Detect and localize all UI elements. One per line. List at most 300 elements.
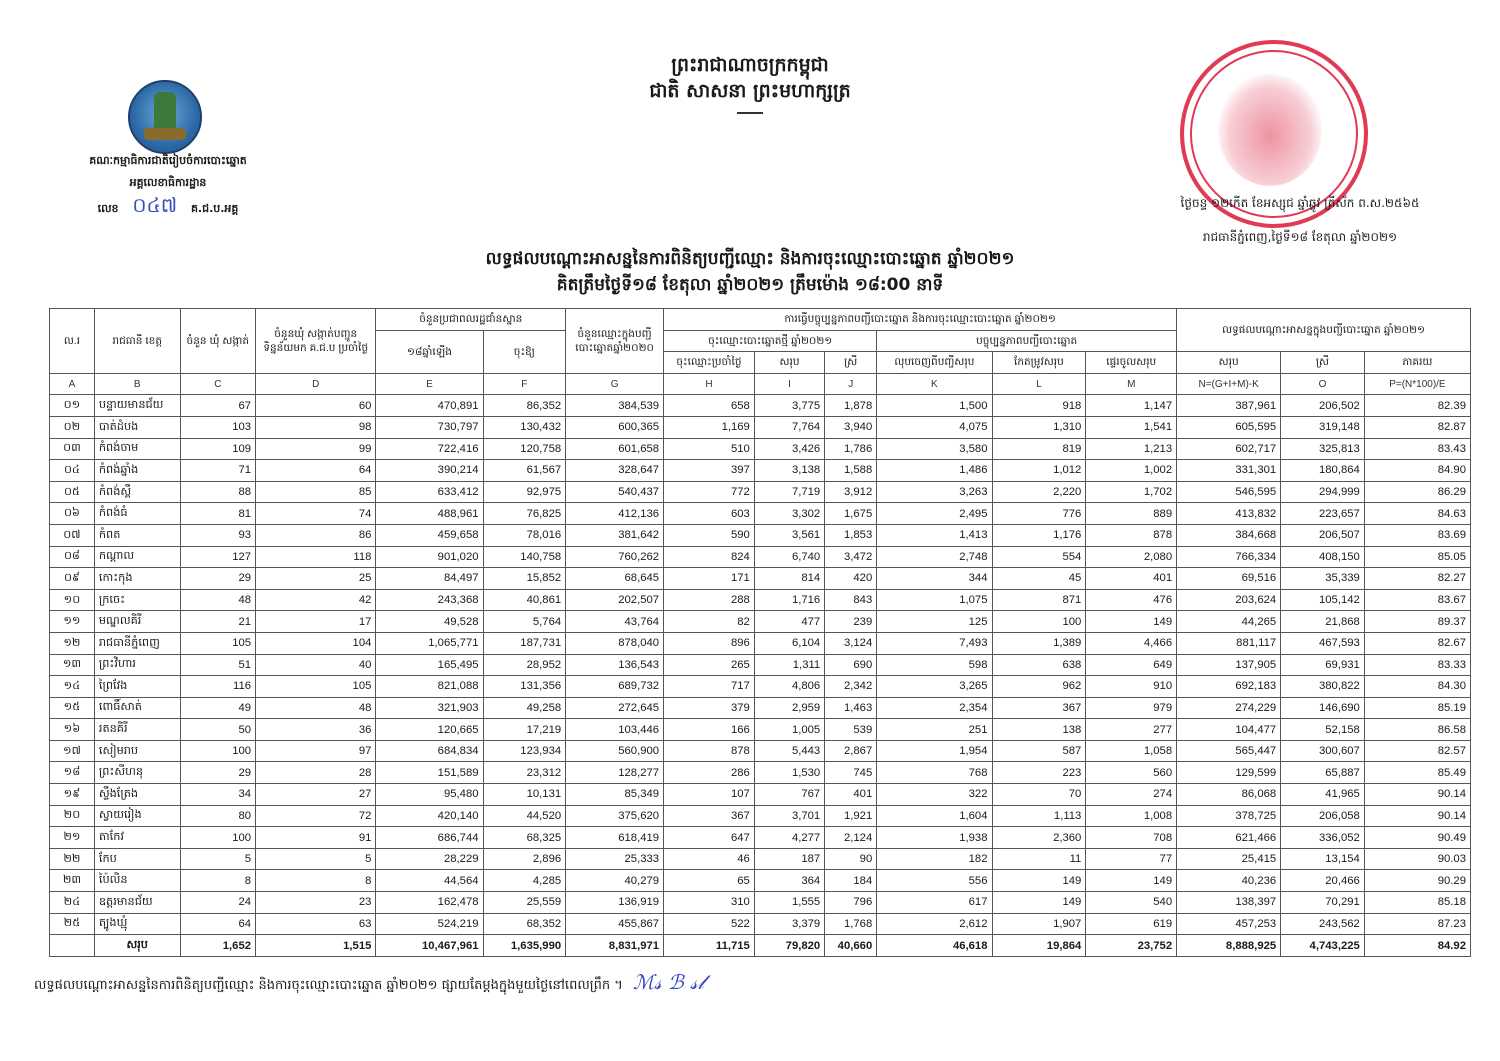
- table-cell: 67: [180, 395, 255, 417]
- table-cell: កំពង់ធំ: [94, 503, 180, 525]
- table-cell: 619: [1086, 913, 1177, 935]
- table-cell: 2,080: [1086, 546, 1177, 568]
- table-cell: 41,965: [1281, 784, 1365, 806]
- table-cell: 1,878: [825, 395, 877, 417]
- table-cell: 1,310: [992, 416, 1086, 438]
- table-cell: 40,660: [825, 935, 877, 957]
- table-cell: 40,861: [483, 589, 566, 611]
- table-cell: 23,752: [1086, 935, 1177, 957]
- table-cell: 730,797: [376, 416, 483, 438]
- table-cell: 138: [992, 719, 1086, 741]
- table-cell: G: [566, 373, 664, 395]
- table-cell: 129,599: [1177, 762, 1281, 784]
- table-cell: C: [180, 373, 255, 395]
- table-cell: កំពត: [94, 524, 180, 546]
- table-cell: 2,342: [825, 676, 877, 698]
- table-cell: មណ្ឌលគិរី: [94, 611, 180, 633]
- table-cell: 83.43: [1364, 438, 1470, 460]
- table-row: [50, 827, 1471, 849]
- table-cell: 745: [825, 762, 877, 784]
- table-cell: 321,903: [376, 697, 483, 719]
- table-cell: 165,495: [376, 654, 483, 676]
- table-cell: 82.67: [1364, 632, 1470, 654]
- table-cell: 20,466: [1281, 870, 1365, 892]
- table-cell: 381,642: [566, 524, 664, 546]
- table-cell: 85,349: [566, 784, 664, 806]
- table-cell: 182: [877, 848, 992, 870]
- table-cell: 100: [180, 740, 255, 762]
- table-cell: 766,334: [1177, 546, 1281, 568]
- header-pop-female: ចុះឱ្យ: [483, 330, 566, 373]
- table-cell: 187,731: [483, 632, 566, 654]
- nec-emblem-icon: [128, 80, 202, 154]
- table-cell: ០៧: [50, 524, 95, 546]
- table-cell: 44,564: [376, 870, 483, 892]
- table-cell: 85.18: [1364, 892, 1470, 914]
- table-cell: 546,595: [1177, 481, 1281, 503]
- table-cell: 824: [664, 546, 755, 568]
- table-cell: 2,220: [992, 481, 1086, 503]
- table-cell: កំពង់ស្ពឺ: [94, 481, 180, 503]
- table-cell: 796: [825, 892, 877, 914]
- table-cell: 105: [256, 676, 376, 698]
- table-cell: 2,959: [754, 697, 824, 719]
- table-cell: 560: [1086, 762, 1177, 784]
- table-cell: 82.57: [1364, 740, 1470, 762]
- table-cell: 65: [664, 870, 755, 892]
- table-cell: 19,864: [992, 935, 1086, 957]
- table-cell: 25,415: [1177, 848, 1281, 870]
- table-row: [50, 589, 1471, 611]
- table-cell: 325,813: [1281, 438, 1365, 460]
- table-cell: 131,356: [483, 676, 566, 698]
- table-cell: 206,502: [1281, 395, 1365, 417]
- table-cell: 457,253: [1177, 913, 1281, 935]
- table-cell: ព្រះវិហារ: [94, 654, 180, 676]
- table-cell: 25: [256, 568, 376, 590]
- table-cell: តាកែវ: [94, 827, 180, 849]
- table-row: [50, 848, 1471, 870]
- table-cell: 35,339: [1281, 568, 1365, 590]
- table-cell: 90: [825, 848, 877, 870]
- table-cell: 125: [877, 611, 992, 633]
- table-cell: 979: [1086, 697, 1177, 719]
- table-cell: 92,975: [483, 481, 566, 503]
- table-cell: 44,265: [1177, 611, 1281, 633]
- table-cell: 25,559: [483, 892, 566, 914]
- table-cell: សៀមរាប: [94, 740, 180, 762]
- table-cell: 136,919: [566, 892, 664, 914]
- table-cell: 149: [992, 870, 1086, 892]
- table-cell: 1,065,771: [376, 632, 483, 654]
- header-registered-2020: ចំនួនឈ្មោះក្នុងបញ្ជីបោះឆ្នោតឆ្នាំ២០២០: [566, 309, 664, 374]
- table-cell: 63: [256, 913, 376, 935]
- table-cell: 171: [664, 568, 755, 590]
- table-cell: 722,416: [376, 438, 483, 460]
- table-cell: 367: [664, 805, 755, 827]
- handwritten-signature: ℳ𝓈 ℬ 𝓈𝓁: [632, 970, 705, 994]
- table-cell: 243,562: [1281, 913, 1365, 935]
- table-cell: 556: [877, 870, 992, 892]
- table-cell: 87.23: [1364, 913, 1470, 935]
- table-cell: ០២: [50, 416, 95, 438]
- table-cell: 85.19: [1364, 697, 1470, 719]
- table-cell: 4,466: [1086, 632, 1177, 654]
- table-cell: ព្រះសីហនុ: [94, 762, 180, 784]
- table-cell: 84.30: [1364, 676, 1470, 698]
- table-cell: 130,432: [483, 416, 566, 438]
- table-cell: 104,477: [1177, 719, 1281, 741]
- table-cell: 79,820: [754, 935, 824, 957]
- table-cell: បន្ទាយមានជ័យ: [94, 395, 180, 417]
- table-cell: 265: [664, 654, 755, 676]
- header-new-total: សរុប: [754, 352, 824, 374]
- table-cell: 300,607: [1281, 740, 1365, 762]
- table-cell: 40,236: [1177, 870, 1281, 892]
- table-cell: 36: [256, 719, 376, 741]
- table-cell: 90.49: [1364, 827, 1470, 849]
- table-cell: 1,938: [877, 827, 992, 849]
- table-cell: 3,263: [877, 481, 992, 503]
- table-cell: 103: [180, 416, 255, 438]
- header-province: រាជធានី ខេត្ត: [94, 309, 180, 374]
- table-cell: 605,595: [1177, 416, 1281, 438]
- table-cell: 328,647: [566, 460, 664, 482]
- table-row: [50, 524, 1471, 546]
- table-cell: 286: [664, 762, 755, 784]
- table-cell: ១១: [50, 611, 95, 633]
- table-cell: 49,258: [483, 697, 566, 719]
- table-cell: ក្រចេះ: [94, 589, 180, 611]
- table-cell: 412,136: [566, 503, 664, 525]
- table-cell: 136,543: [566, 654, 664, 676]
- title-line-2: គិតត្រឹមថ្ងៃទី១៨ ខែតុលា ឆ្នាំ២០២១ ត្រឹមម៉ោង ១៨:00 នាទី: [556, 275, 944, 295]
- table-cell: 187: [754, 848, 824, 870]
- table-cell: 4,743,225: [1281, 935, 1365, 957]
- table-cell: 84.90: [1364, 460, 1470, 482]
- table-cell: 1,588: [825, 460, 877, 482]
- table-cell: 1,058: [1086, 740, 1177, 762]
- table-cell: J: [825, 373, 877, 395]
- table-cell: 21,868: [1281, 611, 1365, 633]
- table-cell: 49: [180, 697, 255, 719]
- table-cell: 1,486: [877, 460, 992, 482]
- table-cell: 90.03: [1364, 848, 1470, 870]
- table-cell: 375,620: [566, 805, 664, 827]
- table-cell: 3,940: [825, 416, 877, 438]
- table-cell: 28: [256, 762, 376, 784]
- table-cell: 140,758: [483, 546, 566, 568]
- table-cell: ១៤: [50, 676, 95, 698]
- table-cell: 776: [992, 503, 1086, 525]
- table-cell: 82.27: [1364, 568, 1470, 590]
- footer-text: លទ្ធផលបណ្តោះអាសន្ននៃការពិនិត្យបញ្ជីឈ្មោះ និងការចុះឈ្មោះបោះឆ្នោត ឆ្នាំ២០២១ ផ្សាយតែម្តងក្នុងមួយថ្ងៃនៅពេលព្រឹក ។: [34, 978, 623, 993]
- reference-number: [68, 194, 268, 220]
- table-cell: 239: [825, 611, 877, 633]
- table-cell: កែប: [94, 848, 180, 870]
- table-cell: 46,618: [877, 935, 992, 957]
- table-cell: 2,124: [825, 827, 877, 849]
- table-cell: 3,580: [877, 438, 992, 460]
- header-update-group: ការធ្វើបច្ចុប្បន្នភាពបញ្ជីបោះឆ្នោត និងការចុះឈ្មោះបោះឆ្នោត ឆ្នាំ២០២១: [664, 309, 1177, 331]
- table-row: [50, 568, 1471, 590]
- table-cell: 1,413: [877, 524, 992, 546]
- table-cell: 378,725: [1177, 805, 1281, 827]
- table-cell: 413,832: [1177, 503, 1281, 525]
- column-letter-row: [50, 373, 1471, 395]
- table-cell: 180,864: [1281, 460, 1365, 482]
- table-cell: ២៣: [50, 870, 95, 892]
- table-cell: 5: [180, 848, 255, 870]
- table-cell: 48: [180, 589, 255, 611]
- table-cell: 128,277: [566, 762, 664, 784]
- table-cell: 633,412: [376, 481, 483, 503]
- table-cell: 918: [992, 395, 1086, 417]
- table-cell: 598: [877, 654, 992, 676]
- table-cell: 3,265: [877, 676, 992, 698]
- table-cell: 600,365: [566, 416, 664, 438]
- total-row: [50, 935, 1471, 957]
- table-cell: 64: [256, 460, 376, 482]
- table-cell: 86,352: [483, 395, 566, 417]
- table-cell: 13,154: [1281, 848, 1365, 870]
- table-cell: 3,775: [754, 395, 824, 417]
- table-cell: 2,360: [992, 827, 1086, 849]
- header-daily-reg: ចុះឈ្មោះប្រចាំថ្ងៃ: [664, 352, 755, 374]
- table-cell: 344: [877, 568, 992, 590]
- table-cell: ០៤: [50, 460, 95, 482]
- table-cell: 871: [992, 589, 1086, 611]
- table-cell: 95,480: [376, 784, 483, 806]
- table-row: [50, 654, 1471, 676]
- header-result-female: ស្រី: [1281, 352, 1365, 374]
- table-cell: 455,867: [566, 913, 664, 935]
- table-cell: 1,311: [754, 654, 824, 676]
- table-cell: 44,520: [483, 805, 566, 827]
- table-cell: 83.33: [1364, 654, 1470, 676]
- table-cell: ២៥: [50, 913, 95, 935]
- table-cell: 1,541: [1086, 416, 1177, 438]
- table-cell: 243,368: [376, 589, 483, 611]
- table-cell: 690: [825, 654, 877, 676]
- table-cell: ១០: [50, 589, 95, 611]
- table-cell: 85.05: [1364, 546, 1470, 568]
- header-result-total: សរុប: [1177, 352, 1281, 374]
- table-cell: 310: [664, 892, 755, 914]
- table-cell: 459,658: [376, 524, 483, 546]
- table-cell: 52,158: [1281, 719, 1365, 741]
- table-cell: 103,446: [566, 719, 664, 741]
- ref-number: ០៤៧: [132, 193, 178, 217]
- table-cell: 336,052: [1281, 827, 1365, 849]
- table-cell: 68,645: [566, 568, 664, 590]
- table-cell: 81: [180, 503, 255, 525]
- table-cell: 658: [664, 395, 755, 417]
- table-cell: 28,952: [483, 654, 566, 676]
- table-cell: [50, 935, 95, 957]
- header-deleted: លុបចេញពីបញ្ជីសរុប: [877, 352, 992, 374]
- table-cell: 46: [664, 848, 755, 870]
- table-cell: 1,463: [825, 697, 877, 719]
- table-cell: 149: [1086, 611, 1177, 633]
- table-cell: 565,447: [1177, 740, 1281, 762]
- table-cell: 587: [992, 740, 1086, 762]
- table-cell: 510: [664, 438, 755, 460]
- table-cell: 202,507: [566, 589, 664, 611]
- table-cell: 638: [992, 654, 1086, 676]
- registration-results-table: [49, 308, 1471, 957]
- table-cell: 1,652: [180, 935, 255, 957]
- table-cell: 767: [754, 784, 824, 806]
- table-cell: 11: [992, 848, 1086, 870]
- table-cell: 23,312: [483, 762, 566, 784]
- table-cell: 51: [180, 654, 255, 676]
- table-cell: 166: [664, 719, 755, 741]
- table-cell: 78,016: [483, 524, 566, 546]
- table-cell: 397: [664, 460, 755, 482]
- table-row: [50, 611, 1471, 633]
- table-cell: 1,702: [1086, 481, 1177, 503]
- table-cell: 8: [256, 870, 376, 892]
- table-cell: 878: [1086, 524, 1177, 546]
- header-communes-reported: ចំនួនឃុំ សង្កាត់បញ្ជូនទិន្នន័យមក គ.ជ.ប ប្រចាំថ្ងៃ: [256, 309, 376, 374]
- table-cell: 7,764: [754, 416, 824, 438]
- table-cell: ០៥: [50, 481, 95, 503]
- table-row: [50, 546, 1471, 568]
- table-cell: 1,907: [992, 913, 1086, 935]
- table-cell: 68,325: [483, 827, 566, 849]
- table-cell: ០៨: [50, 546, 95, 568]
- table-cell: 387,961: [1177, 395, 1281, 417]
- org-name: គណៈកម្មាធិការជាតិរៀបចំការបោះឆ្នោត: [89, 154, 247, 167]
- table-row: [50, 697, 1471, 719]
- table-cell: 120,665: [376, 719, 483, 741]
- table-cell: 554: [992, 546, 1086, 568]
- table-cell: ១៣: [50, 654, 95, 676]
- table-cell: 93: [180, 524, 255, 546]
- table-cell: 138,397: [1177, 892, 1281, 914]
- table-cell: 1,954: [877, 740, 992, 762]
- table-cell: 118: [256, 546, 376, 568]
- table-cell: 390,214: [376, 460, 483, 482]
- table-cell: 69,931: [1281, 654, 1365, 676]
- table-cell: 408,150: [1281, 546, 1365, 568]
- heading-divider: [737, 112, 763, 114]
- table-cell: 288: [664, 589, 755, 611]
- table-cell: 60: [256, 395, 376, 417]
- table-cell: 1,012: [992, 460, 1086, 482]
- kingdom-title: ព្រះរាជាណាចក្រកម្ពុជា: [671, 54, 829, 76]
- table-cell: 590: [664, 524, 755, 546]
- table-cell: 2,748: [877, 546, 992, 568]
- table-cell: 100: [992, 611, 1086, 633]
- table-cell: 772: [664, 481, 755, 503]
- table-cell: 43,764: [566, 611, 664, 633]
- table-cell: 8,831,971: [566, 935, 664, 957]
- org-department: អគ្គលេខាធិការដ្ឋាន: [129, 176, 207, 189]
- header-population-group: ចំនួនប្រជាពលរដ្ឋជាំនស្នាន: [376, 309, 566, 331]
- table-row: [50, 719, 1471, 741]
- emblem-figure: [154, 92, 176, 132]
- table-cell: 97: [256, 740, 376, 762]
- table-cell: 1,555: [754, 892, 824, 914]
- table-cell: 1,002: [1086, 460, 1177, 482]
- table-cell: 85.49: [1364, 762, 1470, 784]
- table-cell: 61,567: [483, 460, 566, 482]
- table-cell: 689,732: [566, 676, 664, 698]
- table-cell: 7,719: [754, 481, 824, 503]
- table-row: [50, 481, 1471, 503]
- table-cell: 40,279: [566, 870, 664, 892]
- table-cell: 760,262: [566, 546, 664, 568]
- table-cell: 127: [180, 546, 255, 568]
- table-cell: 274: [1086, 784, 1177, 806]
- table-cell: 65,887: [1281, 762, 1365, 784]
- table-cell: 90.14: [1364, 805, 1470, 827]
- table-cell: 878: [664, 740, 755, 762]
- table-cell: 86,068: [1177, 784, 1281, 806]
- table-cell: 206,058: [1281, 805, 1365, 827]
- table-cell: 878,040: [566, 632, 664, 654]
- table-cell: 8: [180, 870, 255, 892]
- table-cell: 1,853: [825, 524, 877, 546]
- table-cell: 1,530: [754, 762, 824, 784]
- table-cell: 3,302: [754, 503, 824, 525]
- table-cell: 684,834: [376, 740, 483, 762]
- table-cell: 120,758: [483, 438, 566, 460]
- seal-figure: [1218, 74, 1322, 186]
- table-cell: 1,786: [825, 438, 877, 460]
- table-cell: L: [992, 373, 1086, 395]
- table-cell: 1,921: [825, 805, 877, 827]
- table-cell: 90.29: [1364, 870, 1470, 892]
- header-new-female: ស្រី: [825, 352, 877, 374]
- header-new-registration: ចុះឈ្មោះបោះឆ្នោតថ្មី ឆ្នាំ២០២១: [664, 330, 877, 352]
- table-cell: 477: [754, 611, 824, 633]
- table-cell: 149: [1086, 870, 1177, 892]
- table-cell: ពោធិ៍សាត់: [94, 697, 180, 719]
- table-cell: 488,961: [376, 503, 483, 525]
- table-cell: 896: [664, 632, 755, 654]
- table-cell: 109: [180, 438, 255, 460]
- table-cell: 29: [180, 762, 255, 784]
- table-row: [50, 805, 1471, 827]
- table-cell: ១៧: [50, 740, 95, 762]
- table-cell: 560,900: [566, 740, 664, 762]
- table-cell: 162,478: [376, 892, 483, 914]
- table-cell: 76,825: [483, 503, 566, 525]
- table-cell: 206,507: [1281, 524, 1365, 546]
- document-title: [300, 246, 1200, 298]
- lunar-date: ថ្ងៃចន្ទ ១២កើត ខែអស្សុជ ឆ្នាំឆ្លូវ ត្រីស័ក ព.ស.២៥៦៥: [1180, 196, 1420, 210]
- table-cell: 603: [664, 503, 755, 525]
- table-cell: 649: [1086, 654, 1177, 676]
- table-cell: បាត់ដំបង: [94, 416, 180, 438]
- table-cell: K: [877, 373, 992, 395]
- table-cell: 4,285: [483, 870, 566, 892]
- table-cell: 70: [992, 784, 1086, 806]
- table-cell: 3,561: [754, 524, 824, 546]
- table-cell: 1,675: [825, 503, 877, 525]
- header-update-subgroup: បច្ចុប្បន្នភាពបញ្ជីបោះឆ្នោត: [877, 330, 1177, 352]
- table-cell: 23: [256, 892, 376, 914]
- table-cell: 4,806: [754, 676, 824, 698]
- table-cell: 10,131: [483, 784, 566, 806]
- table-cell: A: [50, 373, 95, 395]
- table-cell: 1,113: [992, 805, 1086, 827]
- table-cell: 420: [825, 568, 877, 590]
- table-cell: 768: [877, 762, 992, 784]
